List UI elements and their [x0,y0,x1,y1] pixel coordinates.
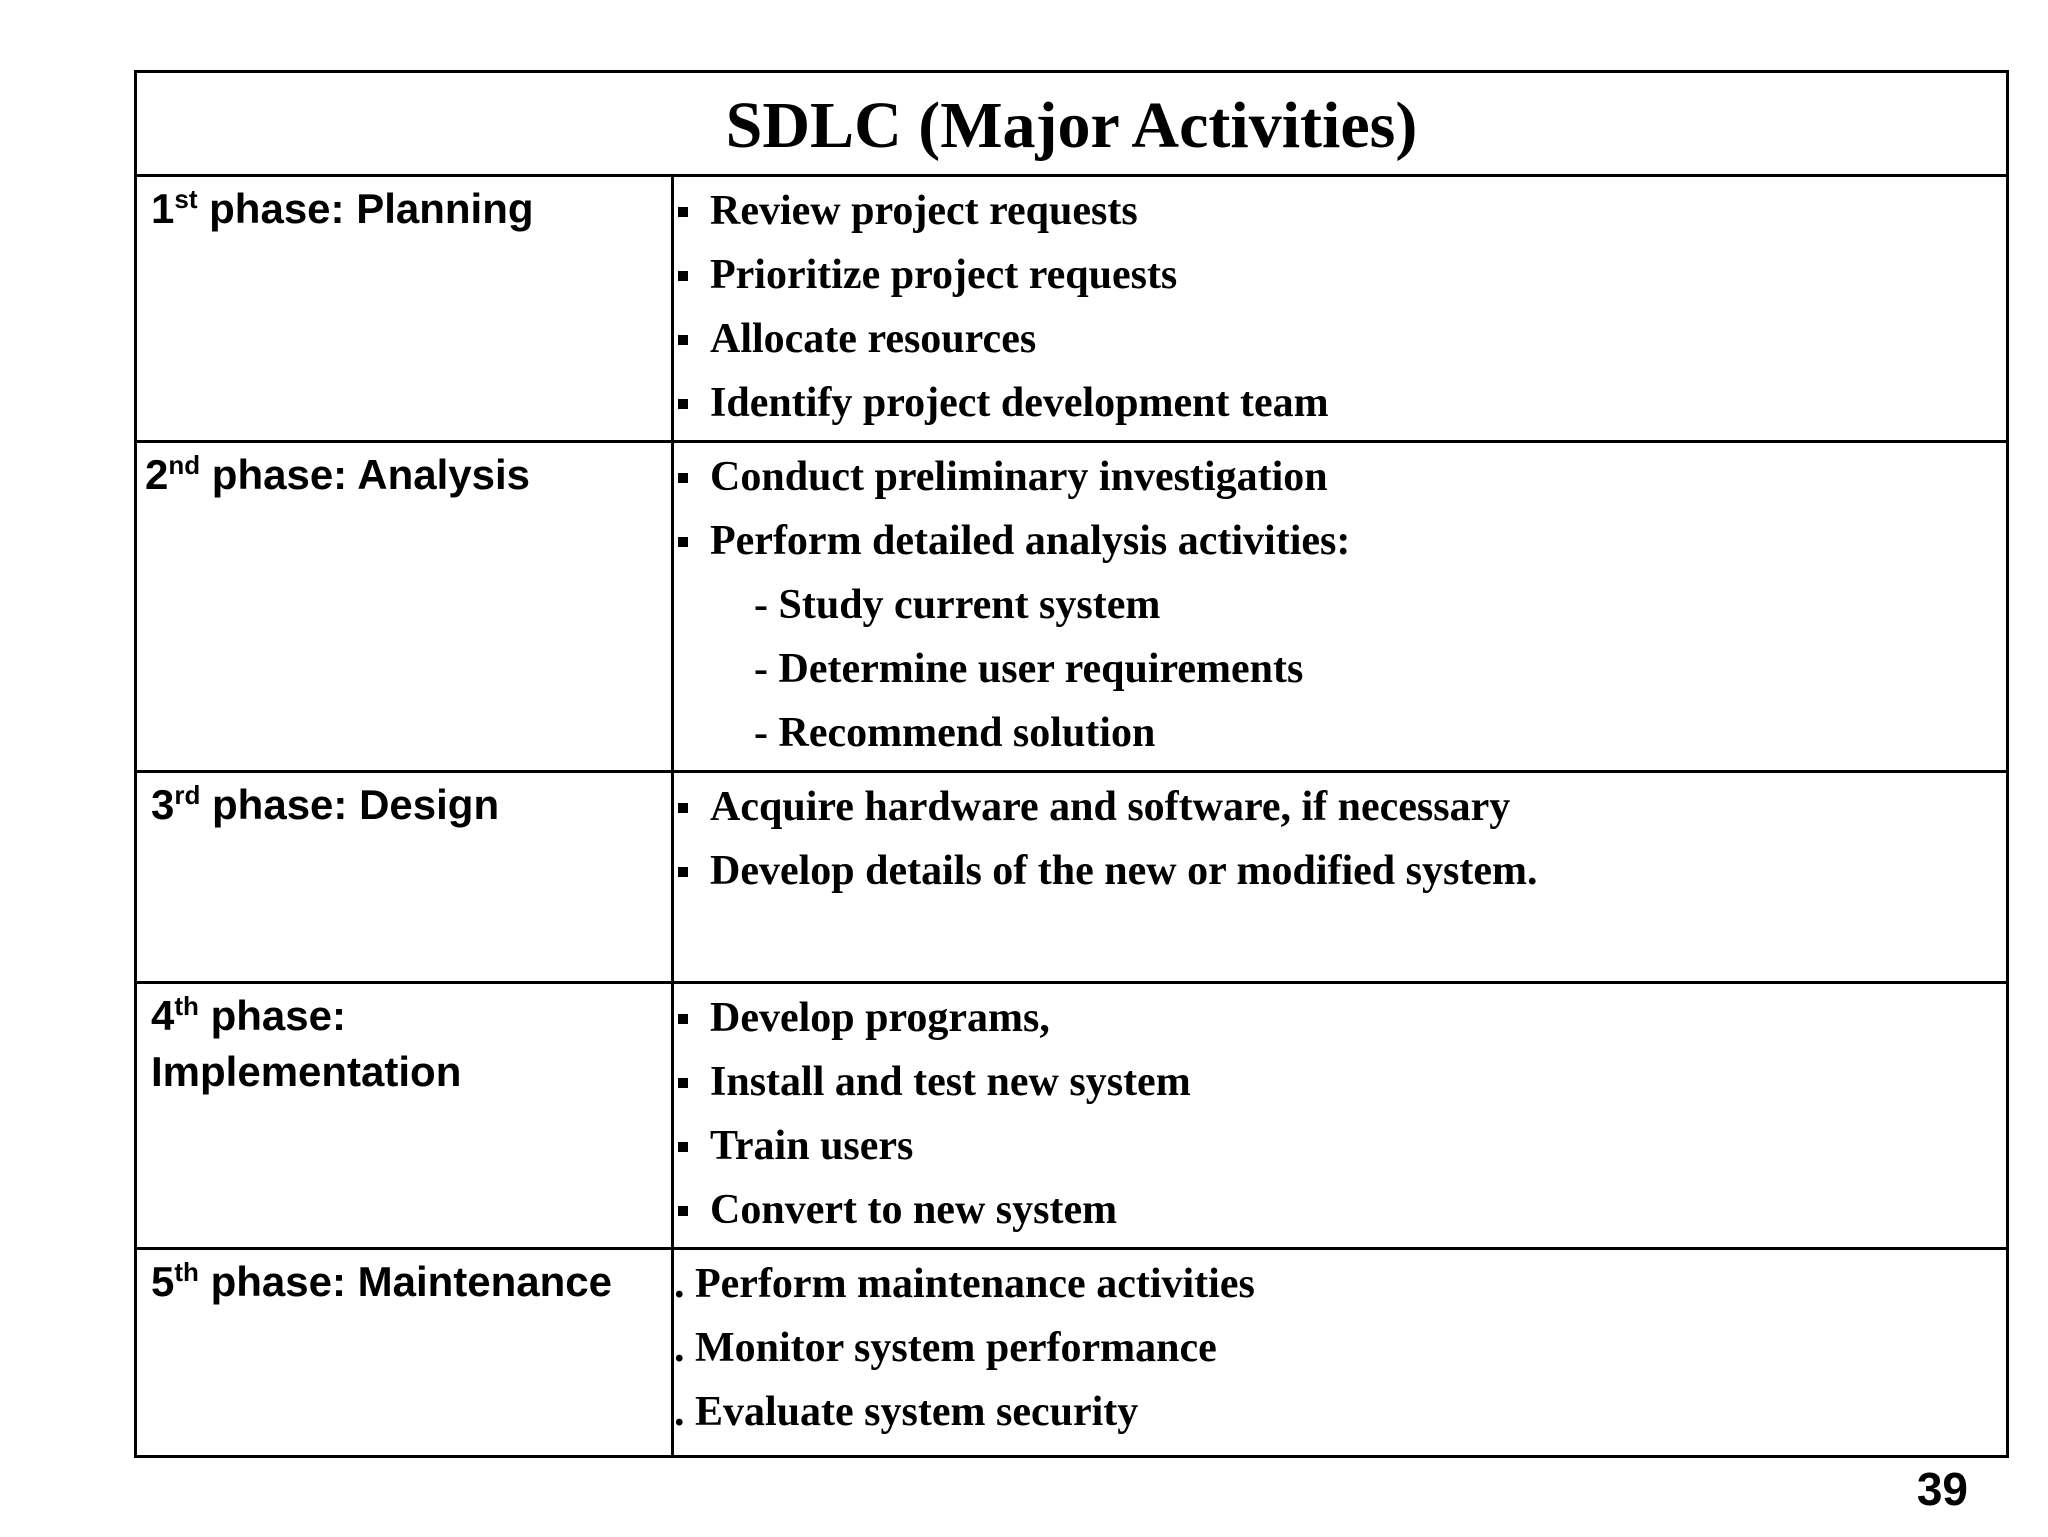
page-number: 39 [1916,1463,1968,1515]
activity-item: Install and test new system [674,1050,2006,1114]
bullet-icon [678,335,688,345]
activity-item: Develop details of the new or modified system. [674,839,2006,903]
bullet-icon [678,1142,688,1152]
bullet-icon [678,1206,688,1216]
phase-row-maintenance [137,1250,2006,1455]
activity-item: . Evaluate system security [674,1389,1139,1435]
activity-item: Develop programs, [674,986,2006,1050]
activity-item: Conduct preliminary investigation [674,445,2006,509]
activities-analysis [674,443,2006,770]
phase-row-analysis [137,443,2006,773]
phase-label-design: 3rd phase: Design [137,773,674,981]
activity-item: Convert to new system [674,1178,2006,1242]
phase-label-implementation: 4th phase: Implementation [137,984,674,1247]
activities-design [674,773,2006,981]
activity-item: Allocate resources [674,307,2006,371]
phase-row-design [137,773,2006,984]
slide-title: SDLC (Major Activities) [725,88,1418,162]
activity-item: Perform detailed analysis activities: [674,509,2006,573]
phase-label-maintenance: 5th phase: Maintenance [137,1250,674,1455]
phase-row-planning [137,177,2006,443]
title-row [137,73,2006,177]
activity-item: Identify project development team [674,371,2006,435]
phase-row-implementation [137,984,2006,1250]
phase-label-planning: 1st phase: Planning [137,177,674,440]
activity-item: . Monitor system performance [674,1325,1217,1371]
bullet-icon [678,1014,688,1024]
bullet-icon [678,803,688,813]
activity-item: . Perform maintenance activities [674,1261,1255,1307]
sub-activity-item: - Recommend solution [754,710,1156,756]
bullet-icon [678,399,688,409]
sub-activity-item: - Determine user requirements [754,646,1304,692]
activities-maintenance [674,1250,2006,1455]
bullet-icon [678,473,688,483]
activity-item: Train users [674,1114,2006,1178]
phase-label-analysis: 2nd phase: Analysis [137,443,674,770]
activities-implementation [674,984,2006,1247]
bullet-icon [678,1078,688,1088]
activities-planning [674,177,2006,440]
bullet-icon [678,867,688,877]
bullet-icon [678,207,688,217]
sub-activity-item: - Study current system [754,582,1161,628]
activity-item: Acquire hardware and software, if necessary [674,775,2006,839]
bullet-icon [678,271,688,281]
activity-item: Review project requests [674,179,2006,243]
activity-item: Prioritize project requests [674,243,2006,307]
sdlc-table [134,70,2009,1458]
bullet-icon [678,537,688,547]
